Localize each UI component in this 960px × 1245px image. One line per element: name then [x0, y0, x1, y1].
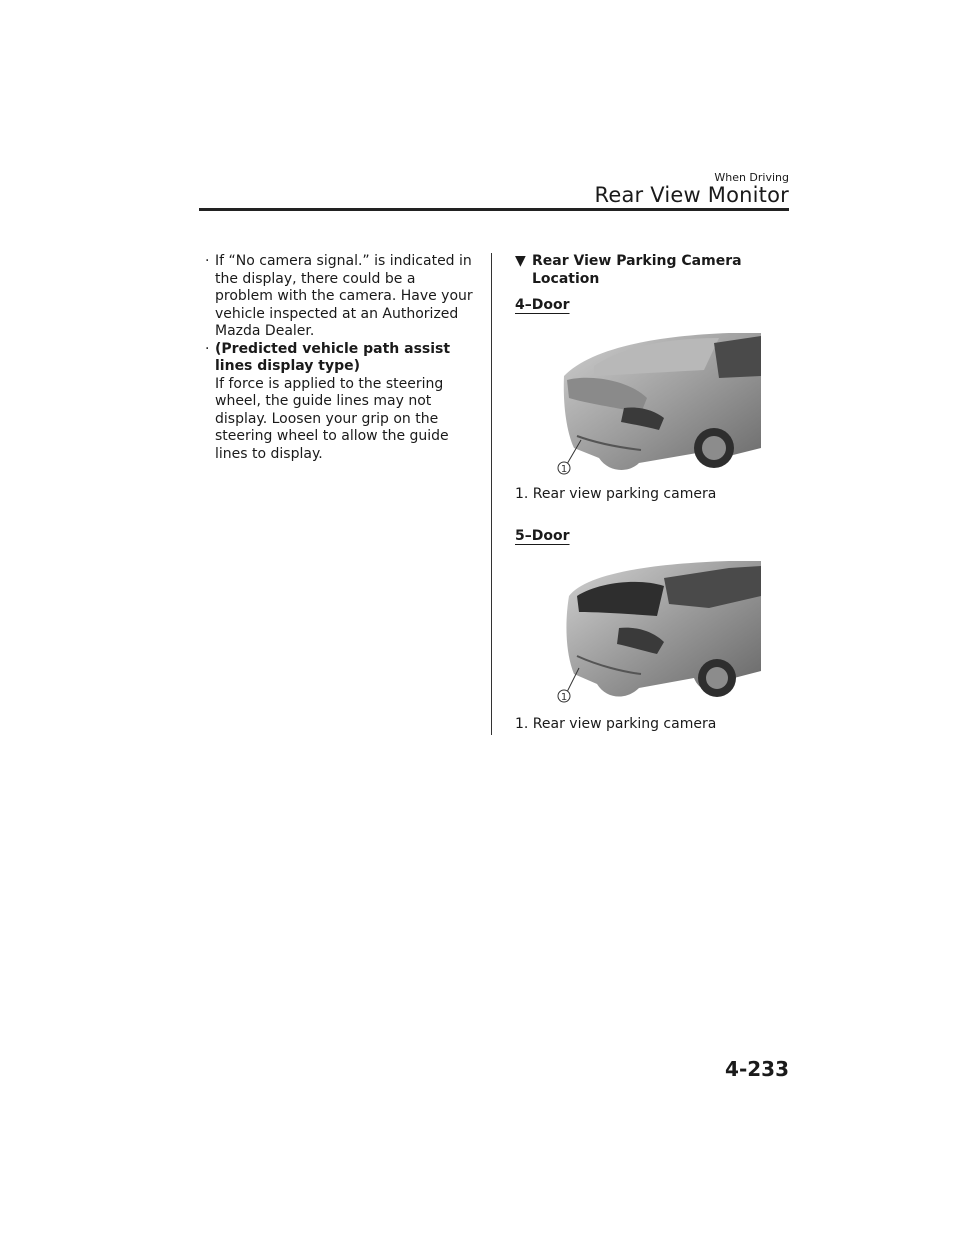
header-rule: [199, 208, 789, 211]
bullet-heading: (Predicted vehicle path assist lines display type): [215, 340, 451, 374]
figure-caption-4-door: 1. Rear view parking camera: [515, 486, 717, 502]
variant-label-5-door: 5–Door: [515, 528, 570, 544]
triangle-icon: ▼: [515, 253, 526, 269]
bullet-predicted-path: [205, 341, 475, 464]
variant-label-4-door: 4–Door: [515, 297, 570, 313]
page-number: 4-233: [725, 1057, 789, 1081]
bullet-text: If “No camera signal.” is indicated in the display, there could be a problem with the camera. Have your vehicle inspected at an Authorized Mazda Dealer.: [215, 253, 473, 339]
car-5-door-illustration: [529, 556, 761, 706]
column-divider: [491, 253, 492, 735]
figure-caption-5-door: 1. Rear view parking camera: [515, 716, 717, 732]
bullet-text: If force is applied to the steering wheel, the guide lines may not display. Loosen your grip on the steering wheel to allow the guide lines to display.: [215, 375, 449, 462]
section-title: Rear View Monitor: [594, 183, 789, 207]
subsection-heading: [515, 253, 755, 288]
car-4-door-illustration: [529, 328, 761, 478]
subsection-title: Rear View Parking Camera Location: [532, 253, 742, 287]
chapter-label: When Driving: [714, 171, 789, 184]
left-column: [205, 253, 475, 463]
bullet-no-camera-signal: [205, 253, 475, 341]
callout-1: 1: [560, 692, 568, 703]
callout-1: 1: [560, 464, 568, 475]
